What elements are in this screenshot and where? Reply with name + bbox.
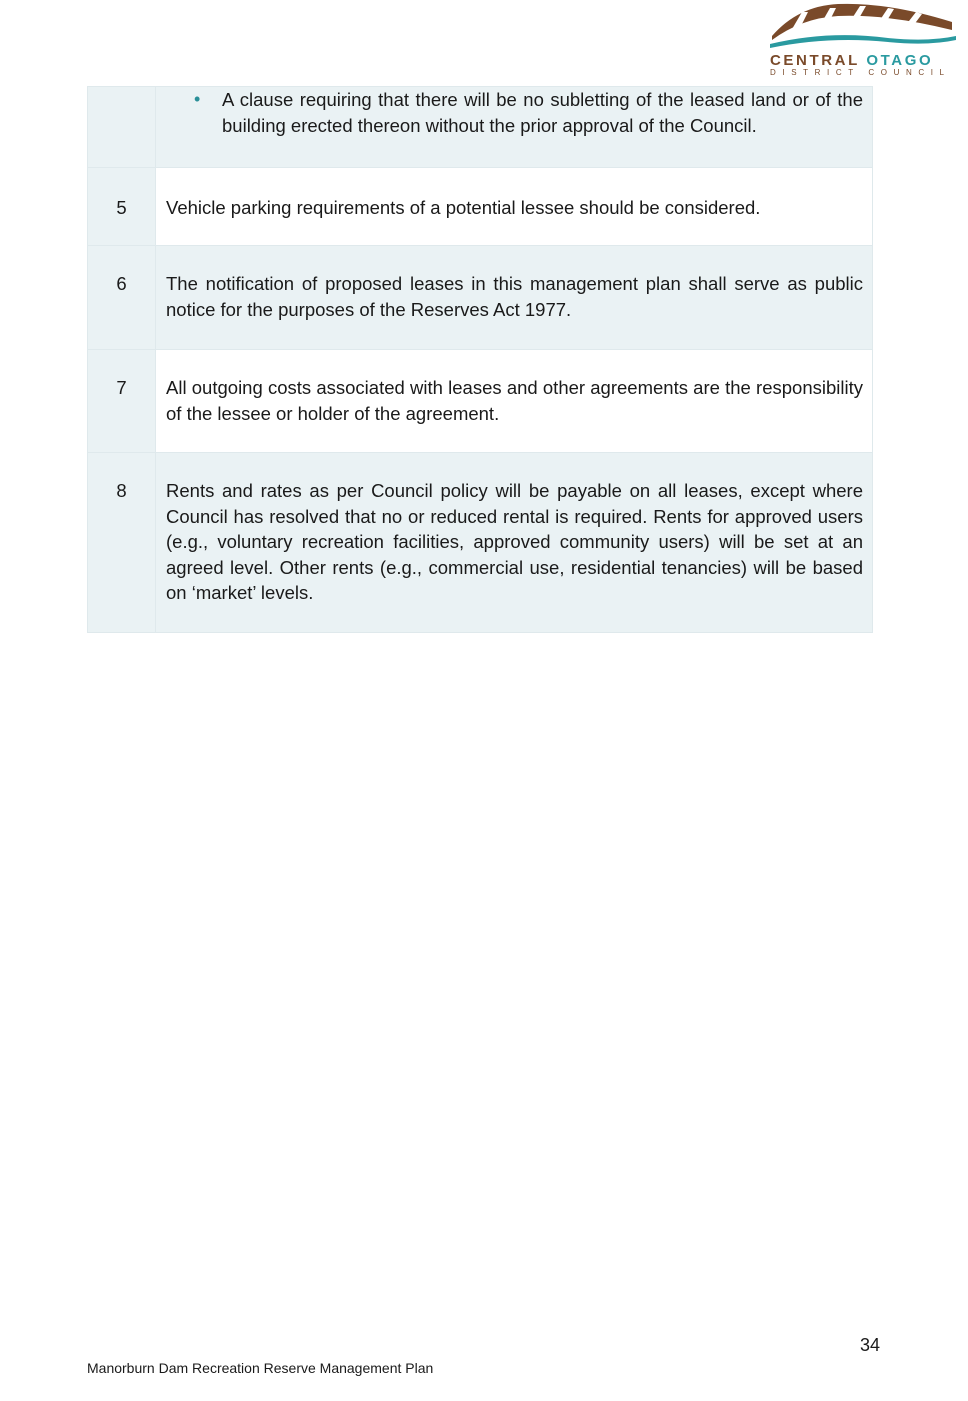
- table-row: [88, 246, 873, 350]
- hills-logo-graphic: [768, 0, 958, 52]
- row-number: 8: [88, 453, 156, 633]
- row-text: The notification of proposed leases in this management plan shall serve as public notice for the purposes of the Reserves Act 1977.: [156, 246, 873, 350]
- logo-subtitle: DISTRICT COUNCIL: [770, 68, 951, 77]
- row-text: Vehicle parking requirements of a potential lessee should be considered.: [156, 168, 873, 246]
- row-number-cell: [88, 87, 156, 168]
- logo-wordmark: CENTRAL OTAGO: [770, 52, 934, 69]
- row-number: 7: [88, 350, 156, 453]
- table-row: [88, 453, 873, 633]
- bullet-text: A clause requiring that there will be no subletting of the leased land or of the building erected thereon without the prior approval of the Council.: [222, 89, 863, 136]
- council-logo: [768, 0, 958, 80]
- table-row: [88, 168, 873, 246]
- bullet-item: [166, 87, 863, 138]
- table-row: [88, 350, 873, 453]
- row-text-cell: [156, 87, 873, 168]
- document-title-footer: Manorburn Dam Recreation Reserve Management Plan: [87, 1360, 434, 1376]
- page-number: 34: [860, 1335, 881, 1355]
- row-text: Rents and rates as per Council policy will be payable on all leases, except where Council has resolved that no or reduced rental is required. Rents for approved users (e.g., voluntary recreation facilities, approved community users) will be set at an agreed level. Other rents (e.g., commercial use, residential tenancies) will be based on ‘market’ levels.: [156, 453, 873, 633]
- row-text: All outgoing costs associated with leases and other agreements are the responsibility of the lessee or holder of the agreement.: [156, 350, 873, 453]
- row-number: 5: [88, 168, 156, 246]
- bullet-icon: •: [194, 89, 201, 109]
- row-number: 6: [88, 246, 156, 350]
- lease-policy-table: [87, 86, 873, 633]
- table-row: [88, 87, 873, 168]
